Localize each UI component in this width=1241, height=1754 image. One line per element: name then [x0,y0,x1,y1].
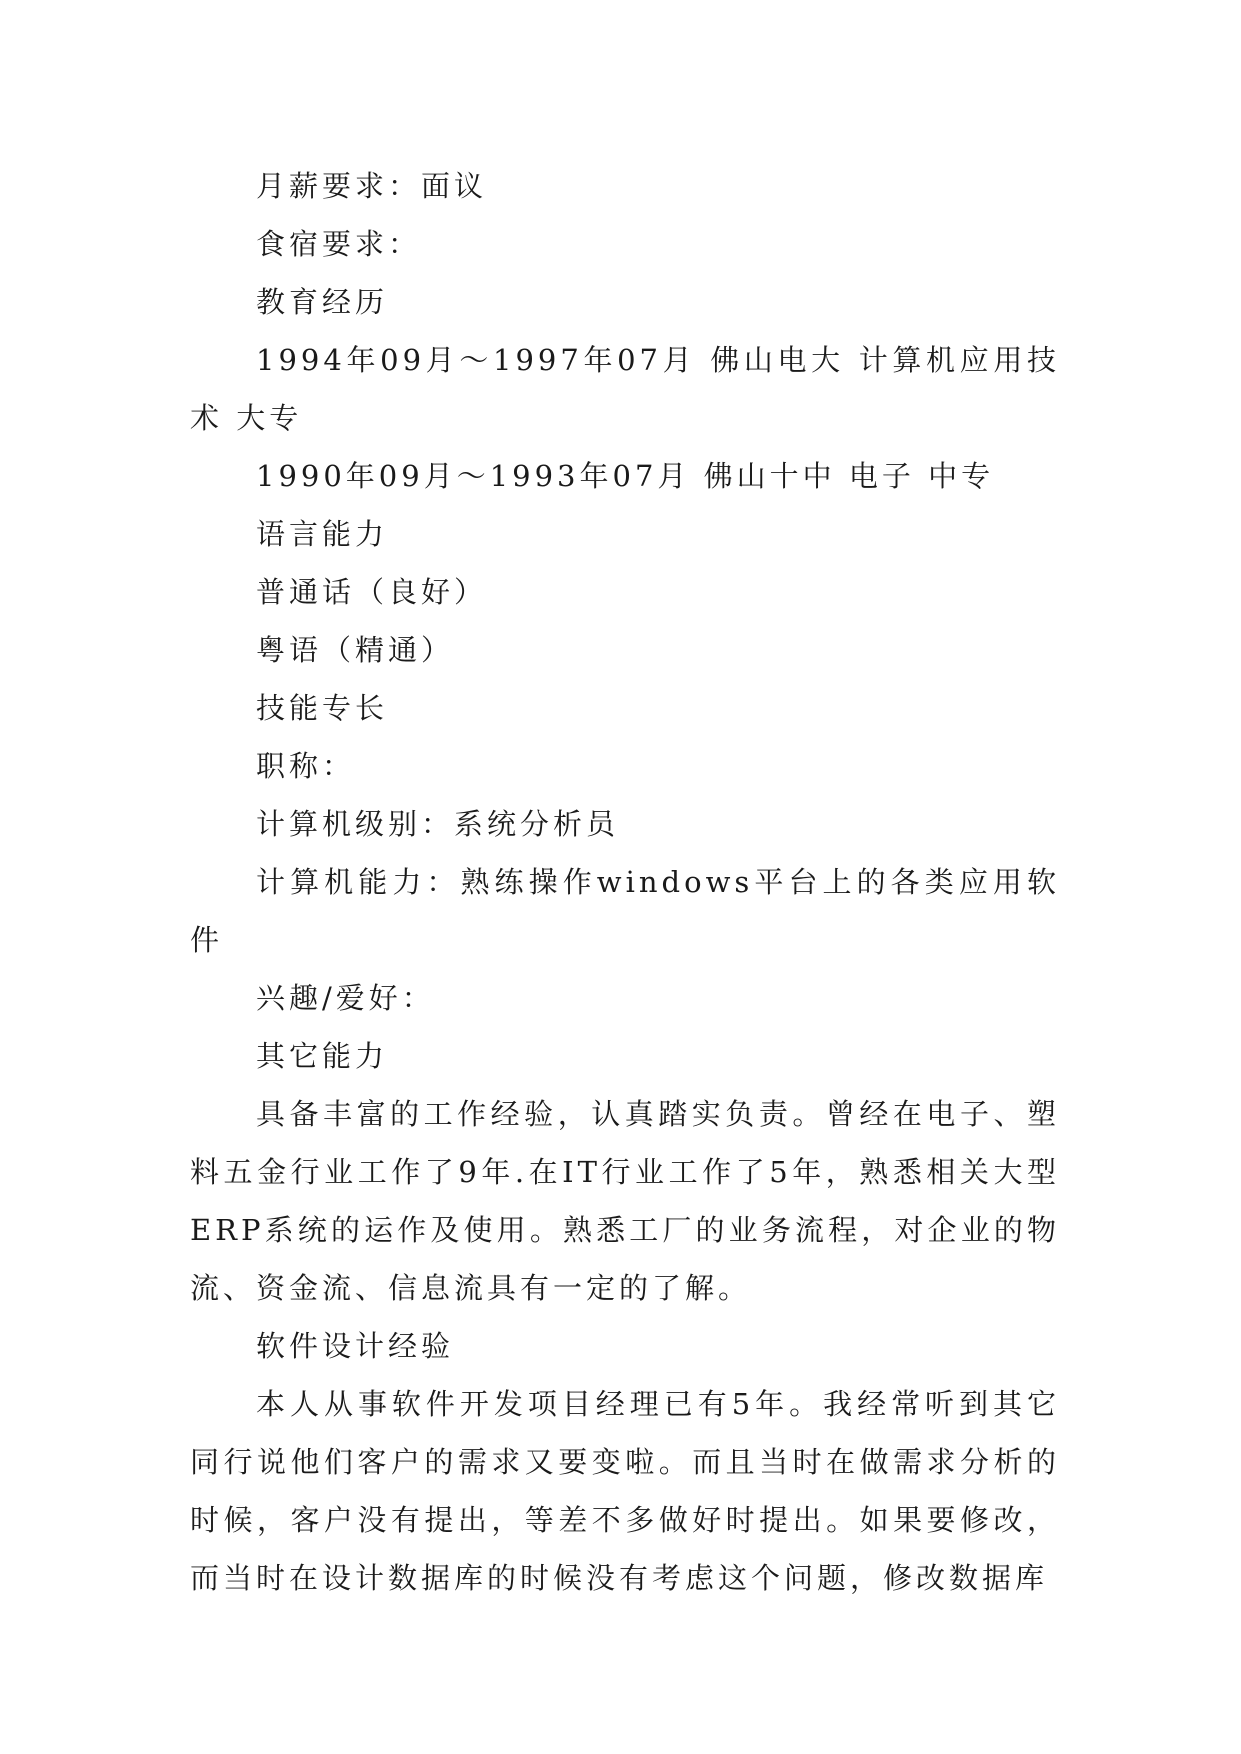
education-entry: 1990年09月～1993年07月 佛山十中 电子 中专 [256,459,995,493]
computer-ability-line: 计算机能力：熟练操作windows平台上的各类应用软件 [190,865,1060,957]
language-heading: 语言能力 [256,517,389,551]
accommodation-requirement-line: 食宿要求： [256,227,422,261]
title-line: 职称： [256,749,356,783]
computer-level-line: 计算机级别：系统分析员 [256,807,620,841]
education-heading: 教育经历 [256,285,389,319]
salary-requirement-line: 月薪要求：面议 [256,169,488,203]
language-entry: 粤语（精通） [256,633,455,667]
language-entry: 普通话（良好） [256,575,488,609]
software-design-heading: 软件设计经验 [256,1329,455,1363]
education-entry: 1994年09月～1997年07月 佛山电大 计算机应用技术 大专 [190,343,1060,435]
document-body [190,157,1060,1607]
hobbies-line: 兴趣/爱好： [256,981,435,1015]
skills-heading: 技能专长 [256,691,389,725]
software-design-paragraph: 本人从事软件开发项目经理已有5年。我经常听到其它同行说他们客户的需求又要变啦。而且当时在做需求分析的时候，客户没有提出，等差不多做好时提出。如果要修改，而当时在设计数据库的时候没有考虑这个问题，修改数据库 [190,1387,1060,1595]
other-abilities-heading: 其它能力 [256,1039,389,1073]
other-abilities-paragraph: 具备丰富的工作经验，认真踏实负责。曾经在电子、塑料五金行业工作了9年.在IT行业工作了5年，熟悉相关大型ERP系统的运作及使用。熟悉工厂的业务流程，对企业的物流、资金流、信息流具有一定的了解。 [190,1097,1060,1305]
